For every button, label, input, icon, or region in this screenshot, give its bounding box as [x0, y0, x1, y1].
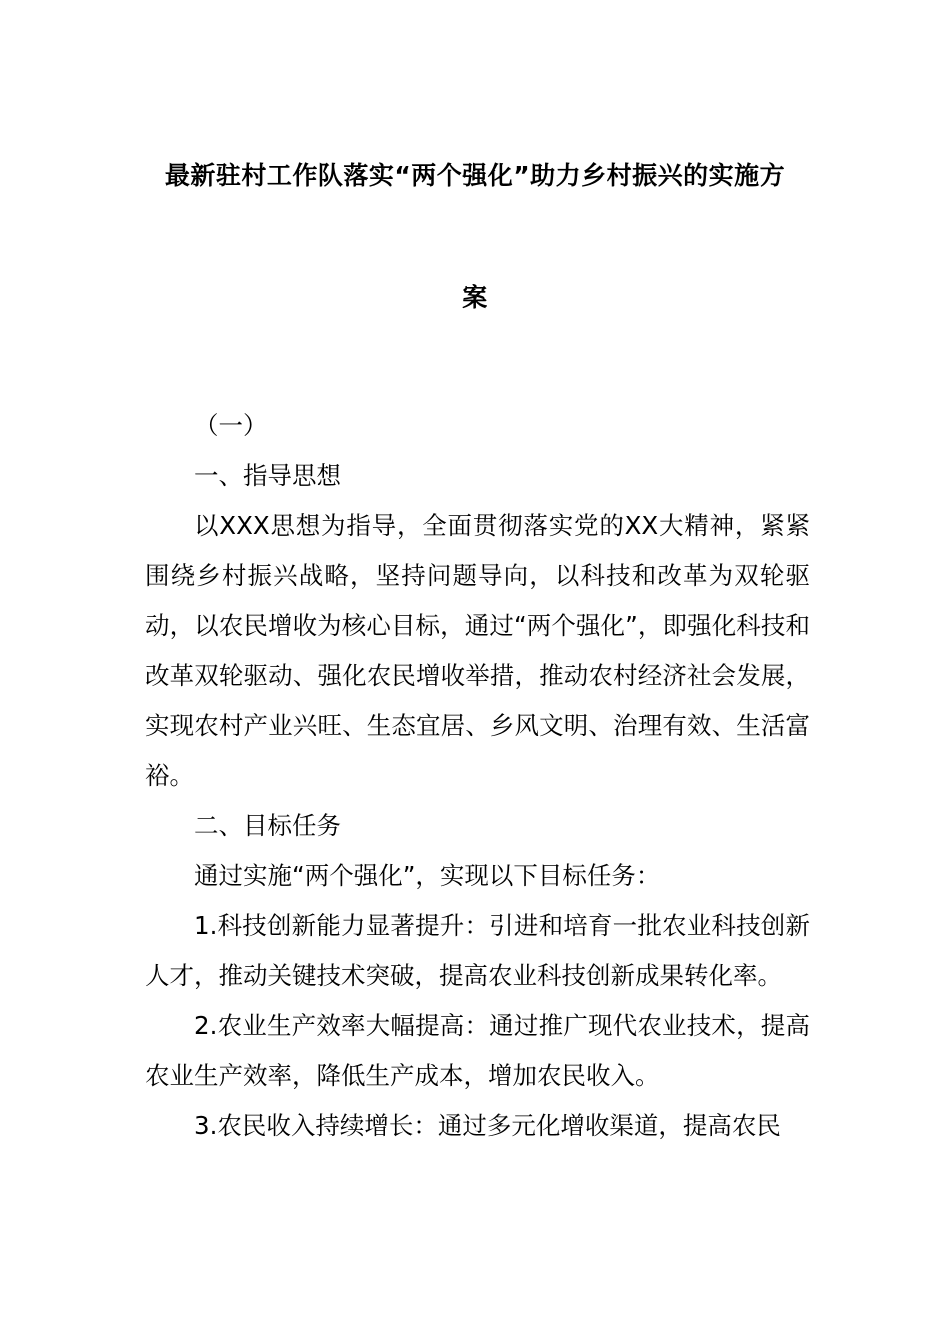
document-title-line-1: 最新驻村工作队落实“两个强化”助力乡村振兴的实施方 — [164, 161, 786, 190]
document-title-line-2: 案 — [462, 283, 488, 312]
paragraph-goal-1: 1.科技创新能力显著提升：引进和培育一批农业科技创新人才，推动关键技术突破，提高农业科技创新成果转化率。 — [145, 911, 810, 990]
section-heading-goals: 二、目标任务 — [194, 811, 341, 840]
paragraph-goal-3: 3.农民收入持续增长：通过多元化增收渠道，提高农民 — [194, 1111, 781, 1140]
paragraph-goal-2: 2.农业生产效率大幅提高：通过推广现代农业技术，提高农业生产效率，降低生产成本，增加农民收入。 — [145, 1011, 810, 1090]
section-heading-guiding-ideology: 一、指导思想 — [194, 461, 341, 490]
paragraph-goals-intro: 通过实施“两个强化”，实现以下目标任务： — [194, 861, 661, 890]
document-body — [145, 401, 810, 1151]
section-number: （一） — [194, 411, 268, 440]
paragraph-guiding-ideology: 以XXX思想为指导，全面贯彻落实党的XX大精神，紧紧围绕乡村振兴战略，坚持问题导向，以科技和改革为双轮驱动，以农民增收为核心目标，通过“两个强化”，即强化科技和改革双轮驱动、强化农民增收举措，推动农村经济社会发展，实现农村产业兴旺、生态宜居、乡风文明、治理有效、生活富裕。 — [145, 511, 810, 790]
